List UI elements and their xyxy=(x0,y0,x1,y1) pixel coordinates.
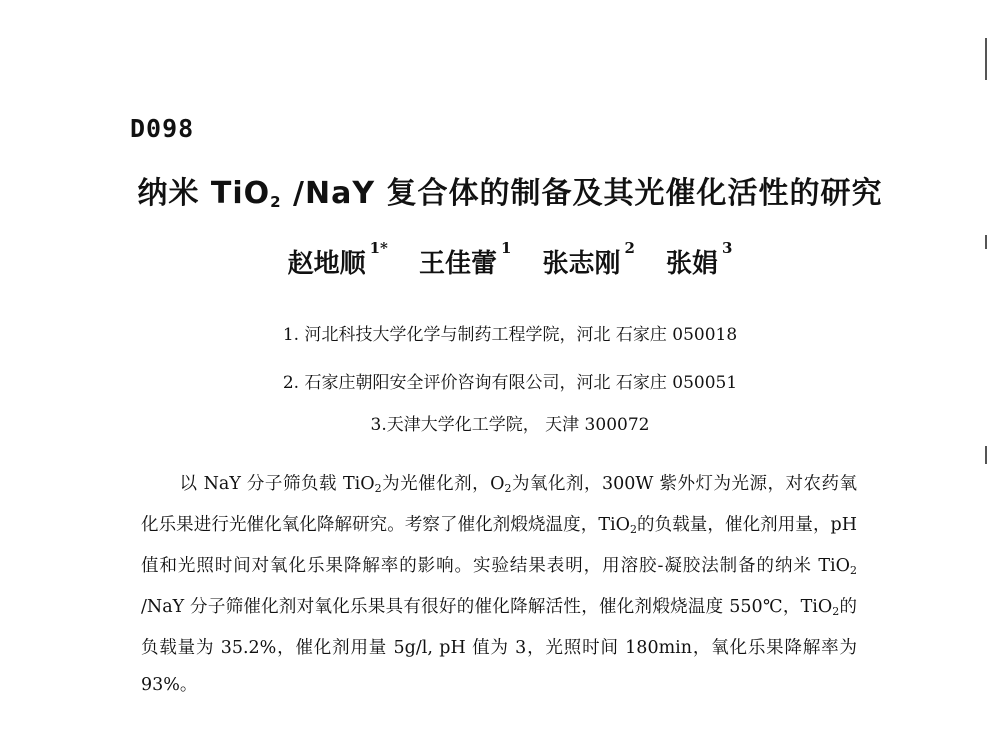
title-subscript: 2 xyxy=(270,193,282,211)
author-list xyxy=(0,239,1000,280)
author xyxy=(418,239,512,279)
abstract-text: 的负载量，催化剂用量，pH 值和光照时间对氧化乐果降解率的影响。实验结果表明，用溶胶-凝胶法制备的纳米 TiO xyxy=(141,515,857,576)
subscript: 2 xyxy=(832,605,840,618)
author-affiliation-mark: 1 xyxy=(500,239,512,257)
subscript: 2 xyxy=(629,523,637,536)
author-name: 王佳蕾 xyxy=(418,249,497,279)
author-affiliation-mark: 1* xyxy=(369,239,388,257)
author xyxy=(542,239,635,279)
abstract-paragraph xyxy=(141,466,857,704)
affiliation-1: 1. 河北科技大学化学与制药工程学院，河北 石家庄 050018 xyxy=(282,325,738,345)
subscript: 2 xyxy=(504,482,512,495)
author xyxy=(665,239,733,279)
author xyxy=(287,239,388,279)
author-name: 张娟 xyxy=(665,249,718,279)
title-text-post: /NaY 复合体的制备及其光催化活性的研究 xyxy=(281,176,883,211)
author-name: 张志刚 xyxy=(542,249,621,279)
subscript: 2 xyxy=(374,482,382,495)
paper-code: D098 xyxy=(130,114,195,143)
abstract-text: 以 NaY 分子筛负载 TiO xyxy=(179,474,375,494)
abstract-text: 为氧化剂，300W 紫外灯为光源，对农药氧化乐果进行光催化氧化降解研究。考察了催化剂煅烧温度，TiO xyxy=(141,474,858,535)
author-name: 赵地顺 xyxy=(287,249,366,279)
abstract-text: 的负载量为 35.2%，催化剂用量 5g/l, pH 值为 3，光照时间 180min，氧化乐果降解率为 93%。 xyxy=(141,597,857,695)
scan-edge-line xyxy=(985,235,987,249)
author-affiliation-mark: 2 xyxy=(624,239,635,257)
author-affiliation-mark: 3 xyxy=(721,239,733,257)
paper-title xyxy=(0,168,1000,212)
title-text-pre: 纳米 TiO xyxy=(137,176,271,211)
abstract-text: /NaY 分子筛催化剂对氧化乐果具有很好的催化降解活性，催化剂煅烧温度 550℃，TiO xyxy=(141,597,833,617)
abstract-text: 为光催化剂，O xyxy=(381,474,505,494)
subscript: 2 xyxy=(850,564,857,577)
scan-edge-line xyxy=(985,38,987,80)
scan-edge-line xyxy=(985,446,987,464)
affiliation-2: 2. 石家庄朝阳安全评价咨询有限公司，河北 石家庄 050051 xyxy=(282,373,738,393)
affiliation-3: 3.天津大学化工学院， 天津 300072 xyxy=(370,415,650,435)
